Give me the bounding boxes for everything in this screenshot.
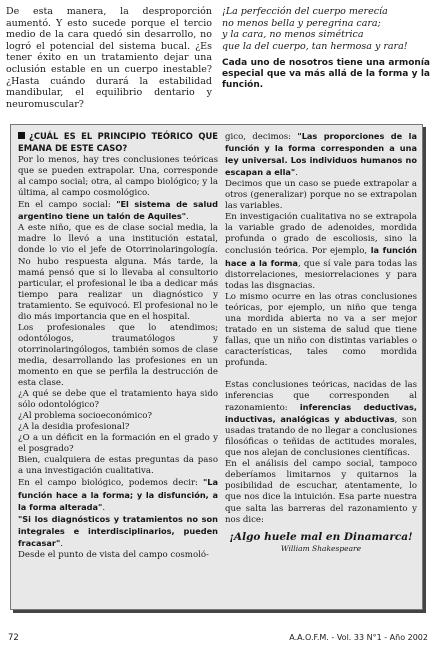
box-paragraph <box>18 422 218 433</box>
bold-emphasis: "El sistema de salud argentino tiene un talón de Aquiles" <box>18 199 218 222</box>
quote-author: William Shakespeare <box>280 543 362 553</box>
poem-line: ¡La perfección del cuerpo merecía <box>222 6 388 17</box>
box-paragraph <box>18 477 218 513</box>
paragraph-text: . <box>60 538 63 549</box>
paragraph-gap <box>225 369 417 380</box>
box-paragraph <box>18 550 218 561</box>
paragraph-text: . <box>186 212 189 223</box>
paragraph-text: ¿Al problema socioeconómico? <box>18 411 153 422</box>
box-paragraph <box>225 212 417 291</box>
bold-emphasis: la función hace a la forma <box>225 245 417 268</box>
paragraph-text: . <box>102 502 106 513</box>
heading-text: ¿CUÁL ES EL PRINCIPIO TEÓRICO QUE EMANA DE ESTE CASO? <box>18 131 218 154</box>
journal-citation: A.A.O.F.M. - Vol. 33 N°1 - Año 2002 <box>289 633 428 642</box>
intro-paragraph: De esta manera, la desproporción aumentó. Y esto sucede porque el tercio medio de la cara quedó sin desarrollo, no logró el potencial del sistema bucal. ¿Es tener éxito en un tratamiento dejar una oclusión estable en un cuerpo inestable? ¿Hasta cuándo durará la estabilidad mandibular, el equilibrio dentario y neuromuscular? <box>6 6 212 110</box>
poem-line: no menos bella y peregrina cara; <box>222 17 381 29</box>
bold-emphasis: "La función hace a la forma; y la disfunción, a la forma alterada" <box>18 477 218 512</box>
paragraph-text: En investigación cualitativa no se extrapola la variable grado de adenoides, mordida profunda o grado de escoliosis, sino la conclusión teórica. Por ejemplo, <box>225 212 417 257</box>
paragraph-text: En el campo social: <box>18 200 117 211</box>
bold-emphasis: inferencias deductivas, inductivas, analógicas y abductivas <box>225 402 417 425</box>
paragraph-text: En el campo biológico, podemos decir: <box>18 478 203 489</box>
paragraph-text: . <box>295 168 298 179</box>
box-paragraph <box>18 199 218 223</box>
poem-line: y la cara, no menos simétrica <box>222 29 364 41</box>
paragraph-text: , que sí vale para todas las distorrelaciones, mesiorrelaciones y para todas las disgnacias. <box>225 258 418 291</box>
box-paragraph <box>18 155 218 199</box>
box-paragraph <box>18 389 218 411</box>
paragraph-text: En el análisis del campo social, tampoco deberíamos limitarnos y quitarnos la posibilidad de escuchar, atentamente, lo que nos dice la intuición. Esa parte nuestra que salta las barreras del razonamiento y nos dice: <box>225 459 417 525</box>
box-paragraph <box>18 455 218 477</box>
paragraph-text: ¿O a un déficit en la formación en el grado y el posgrado? <box>18 433 218 455</box>
box-right-column <box>225 131 417 554</box>
poem-lines <box>222 6 430 52</box>
harmony-statement: Cada uno de nosotros tiene una armonía especial que va más allá de la forma y la función. <box>222 58 430 91</box>
square-bullet-icon <box>18 132 25 139</box>
paragraph-text: ¿A qué se debe que el tratamiento haya sido sólo odontológico? <box>18 389 218 411</box>
poem-block <box>222 6 430 91</box>
box-left-column <box>18 131 218 561</box>
box-paragraph <box>18 411 218 422</box>
box-paragraph <box>225 380 417 459</box>
paragraph-text: Por lo menos, hay tres conclusiones teóricas que se pueden extrapolar. Una, corresponde al campo social; otra, al campo biológico; y la última, al campo cosmológico. <box>18 155 218 199</box>
paragraph-text: Los profesionales que lo atendimos; odontólogos, traumatólogos y otorrinolaringólogos, también somos de clase media, desarrollando las profesiones en un momento en que se perfila la destrucción de esta clase. <box>18 322 218 389</box>
box-paragraph <box>225 131 417 179</box>
paragraph-text: ¿A la desidia profesional? <box>18 422 130 433</box>
paragraph-text: Decimos que un caso se puede extrapolar a otros (generalizar) porque no se extrapolan las variables. <box>225 179 417 212</box>
page-number: 72 <box>8 633 19 643</box>
box-paragraph <box>18 323 218 389</box>
poem-line: que la del cuerpo, tan hermosa y rara! <box>222 40 408 52</box>
theory-box <box>10 124 423 610</box>
paragraph-text: Bien, cualquiera de estas preguntas da paso a una investigación cualitativa. <box>18 455 218 477</box>
box-paragraph <box>225 179 417 212</box>
shakespeare-quote: ¡Algo huele mal en Dinamarca! <box>229 530 413 543</box>
box-paragraph <box>18 514 218 550</box>
paragraph-text: Estas conclusiones teóricas, nacidas de las inferencias que corresponden al razonamiento: <box>225 379 417 414</box>
paragraph-text: gico, decimos: <box>225 132 298 142</box>
paragraph-text: Lo mismo ocurre en las otras conclusiones teóricas, por ejemplo, un niño que tenga una mordida abierta no va a ser mejor tratado en un sistema de salud que tiene fallas, que un niño con distintas variables o características, tales como mordida profunda. <box>225 291 417 368</box>
box-paragraph <box>18 433 218 455</box>
bold-emphasis: "Las proporciones de la función y la forma corresponden a una ley universal. Los individuos humanos no escapan a ella" <box>225 131 417 178</box>
box-paragraph <box>225 459 417 525</box>
paragraph-text: A este niño, que es de clase social media, la madre lo llevó a una institución estatal, donde lo vio el jefe de Otorrinolaringología. No hubo respuesta alguna. Más tarde, la mamá pensó que si lo llevaba al consultorio particular, el profesional le iba a dedicar más tiempo para realizar un diagnóstico y tratamiento. Se equivocó. El profesional no le dio más importancia que en el hospital. <box>18 223 218 322</box>
box-paragraph <box>18 223 218 322</box>
paragraph-text: Desde el punto de vista del campo cosmoló- <box>18 549 209 560</box>
paragraph-text: , son usadas tratando de no llegar a conclusiones filosóficas o teñidas de actitudes morales, que nos alejan de conclusiones científicas. <box>225 415 417 459</box>
section-heading <box>18 131 218 155</box>
box-paragraph <box>225 292 417 369</box>
bold-emphasis: "Si los diagnósticos y tratamientos no son integrales e interdisciplinarios, pueden fracasar" <box>18 513 218 548</box>
